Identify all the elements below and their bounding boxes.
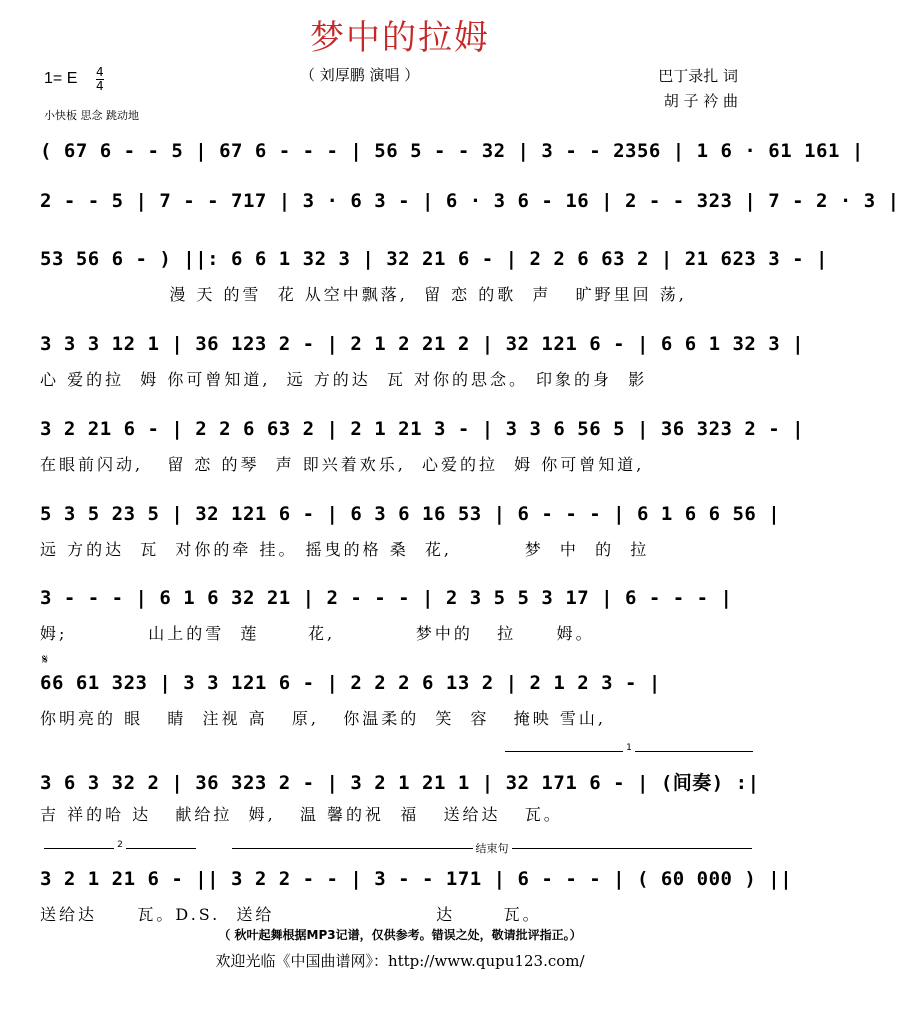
second-ending-bracket [44,840,196,859]
notation-line: 3 3 3 12 1 | 36 123 2 - | 2 1 2 21 2 | 32 121 6 - | 6 6 1 32 3 | [40,333,805,355]
score-row [40,503,781,559]
lyric-line: 你明亮的 眼 睛 注视 高 原, 你温柔的 笑 容 掩映 雪山, [40,709,606,728]
lyric-line: 心 爱的拉 姆 你可曾知道, 远 方的达 瓦 对你的思念。 印象的身 影 [40,370,648,389]
notation-line: ( 67 6 - - 5 | 67 6 - - - | 56 5 - - 32 | 3 - - 2356 | 1 6 · 61 161 | [40,140,864,162]
composer-credit: 胡 子 衿 曲 [663,92,738,110]
notation-line: 2 - - 5 | 7 - - 717 | 3 · 6 3 - | 6 · 3 6 - 16 | 2 - - 323 | 7 - 2 · 3 | [40,190,900,212]
notation-line: 5 3 5 23 5 | 32 121 6 - | 6 3 6 16 53 | 6 - - - | 6 1 6 6 56 | [40,503,781,525]
lyricist-credit: 巴丁录扎 词 [658,67,738,85]
notation-line: 3 2 21 6 - | 2 2 6 63 2 | 2 1 21 3 - | 3 3 6 56 5 | 36 323 2 - | [40,418,805,440]
time-signature-top: 4 [96,65,104,79]
ending-phrase-bracket [232,842,752,865]
score-row [40,333,805,389]
lyric-line: 吉 祥的哈 达 献给拉 姆, 温 馨的祝 福 送给达 瓦。 [40,805,563,824]
tempo-marking: 小快板 思念 跳动地 [44,109,139,122]
score-row [40,418,805,474]
score-row [40,248,828,304]
notation-line: 66 61 323 | 3 3 121 6 - | 2 2 2 6 13 2 | 2 1 2 3 - | [40,672,661,694]
notation-line: 53 56 6 - ) ||: 6 6 1 32 3 | 32 21 6 - | 2 2 6 63 2 | 21 623 3 - | [40,248,828,270]
score-row [40,672,760,728]
lyric-line: 姆; 山上的雪 莲 花, 梦中的 拉 姆。 [40,624,595,643]
segno-sign: 𝄋 [42,652,49,668]
first-ending-number: 1 [623,743,635,753]
second-ending-number: 2 [114,840,126,850]
notation-line: 3 2 1 21 6 - || 3 2 2 - - | 3 - - 171 | 6 - - - | ( 60 000 ) || [40,868,793,890]
credits [658,64,738,114]
lyric-line: 远 方的达 瓦 对你的牵 挂。 摇曳的格 桑 花, 梦 中 的 拉 [40,540,650,559]
key-signature: 1= E [44,70,78,87]
score-row [40,140,864,180]
lyric-line: 漫 天 的雪 花 从空中飘落, 留 恋 的歌 声 旷野里回 荡, [40,285,687,304]
time-signature [96,66,104,93]
score-row [40,868,793,924]
lyric-line: 送给达 瓦。D.S. 送给 达 瓦。 [40,905,542,924]
lyric-line: 在眼前闪动, 留 恋 的琴 声 即兴着欢乐, 心爱的拉 姆 你可曾知道, [40,455,645,474]
transcription-note: （ 秋叶起舞根据MP3记谱，仅供参考。错误之处，敬请批评指正。） [218,928,582,942]
first-ending-bracket [505,743,753,762]
site-footer: 欢迎光临《中国曲谱网》：http://www.qupu123.com/ [215,952,585,970]
ending-phrase-label: 结束句 [473,842,512,855]
singer-credit: （ 刘厚鹏 演唱 ） [300,66,420,84]
score-row [40,768,760,824]
time-signature-bottom: 4 [96,79,104,93]
notation-line: 3 6 3 32 2 | 36 323 2 - | 3 2 1 21 1 | 32 171 6 - | (间奏) :| [40,772,760,794]
score-row [40,190,900,230]
score-row [40,587,760,643]
song-title: 梦中的拉姆 [310,18,490,58]
notation-line: 3 - - - | 6 1 6 32 21 | 2 - - - | 2 3 5 5 3 17 | 6 - - - | [40,587,733,609]
